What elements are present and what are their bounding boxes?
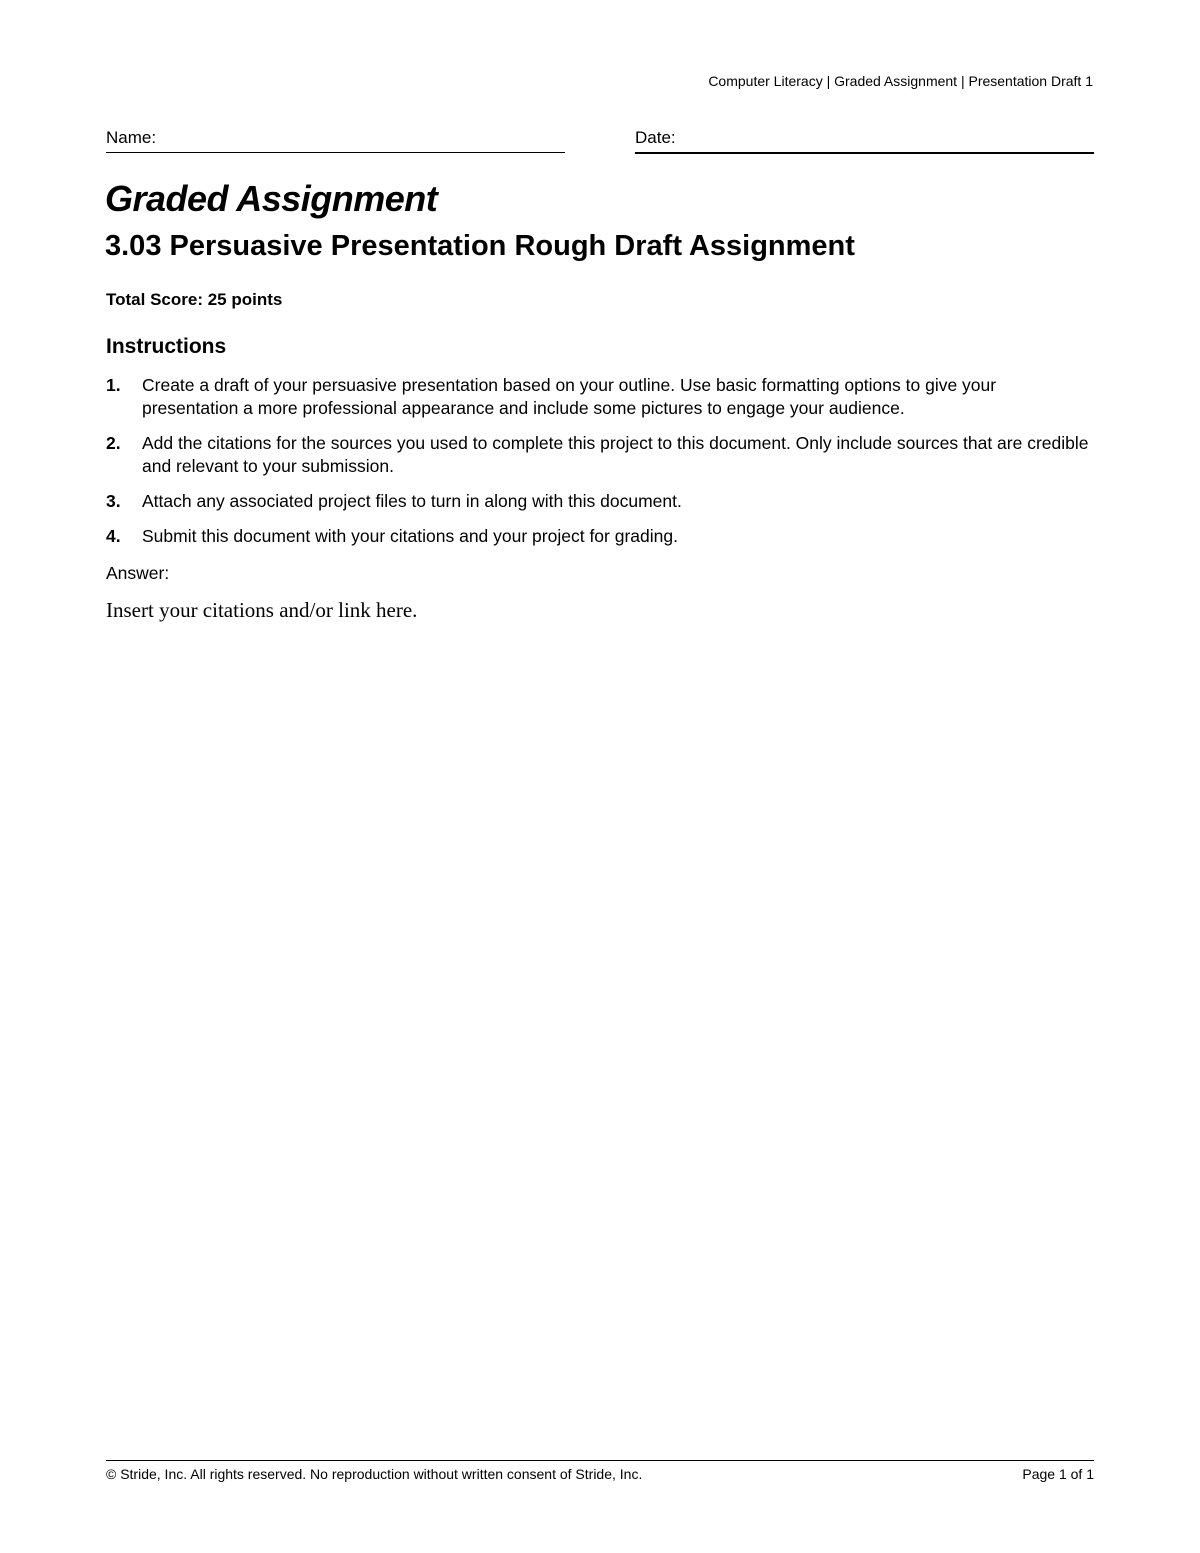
step-text: Add the citations for the sources you used to complete this project to this document. Only include sources that are credible and relevant to your submission. [142, 433, 1089, 476]
running-header: Computer Literacy | Graded Assignment | Presentation Draft 1 [708, 73, 1093, 89]
instruction-list [106, 374, 1096, 560]
step-text: Attach any associated project files to turn in along with this document. [142, 491, 682, 511]
name-field[interactable] [106, 128, 565, 153]
document-type-heading: Graded Assignment [105, 178, 438, 219]
total-score: Total Score: 25 points [106, 290, 283, 309]
step-text: Submit this document with your citations and your project for grading. [142, 526, 678, 546]
step-number: 3. [106, 491, 121, 511]
instruction-step [106, 490, 1096, 513]
step-number: 2. [106, 433, 121, 453]
step-text: Create a draft of your persuasive presentation based on your outline. Use basic formatting options to give your presentation a more professional appearance and include some pictures to engage your audience. [142, 375, 997, 418]
instruction-step [106, 374, 1096, 420]
name-label: Name: [106, 128, 157, 147]
page-footer [106, 1460, 1094, 1486]
date-label: Date: [635, 128, 676, 147]
copyright-notice: © Stride, Inc. All rights reserved. No reproduction without written consent of Stride, Inc. [106, 1466, 643, 1482]
date-field[interactable] [635, 128, 1094, 154]
assignment-title: 3.03 Persuasive Presentation Rough Draft Assignment [105, 230, 855, 262]
answer-label: Answer: [106, 563, 170, 583]
step-number: 1. [106, 375, 121, 395]
instructions-heading: Instructions [106, 335, 227, 358]
answer-input-area[interactable]: Insert your citations and/or link here. [106, 598, 418, 622]
instruction-step [106, 432, 1096, 478]
page-number: Page 1 of 1 [1022, 1466, 1094, 1482]
step-number: 4. [106, 526, 121, 546]
instruction-step [106, 525, 1096, 548]
name-date-row [106, 128, 1094, 154]
